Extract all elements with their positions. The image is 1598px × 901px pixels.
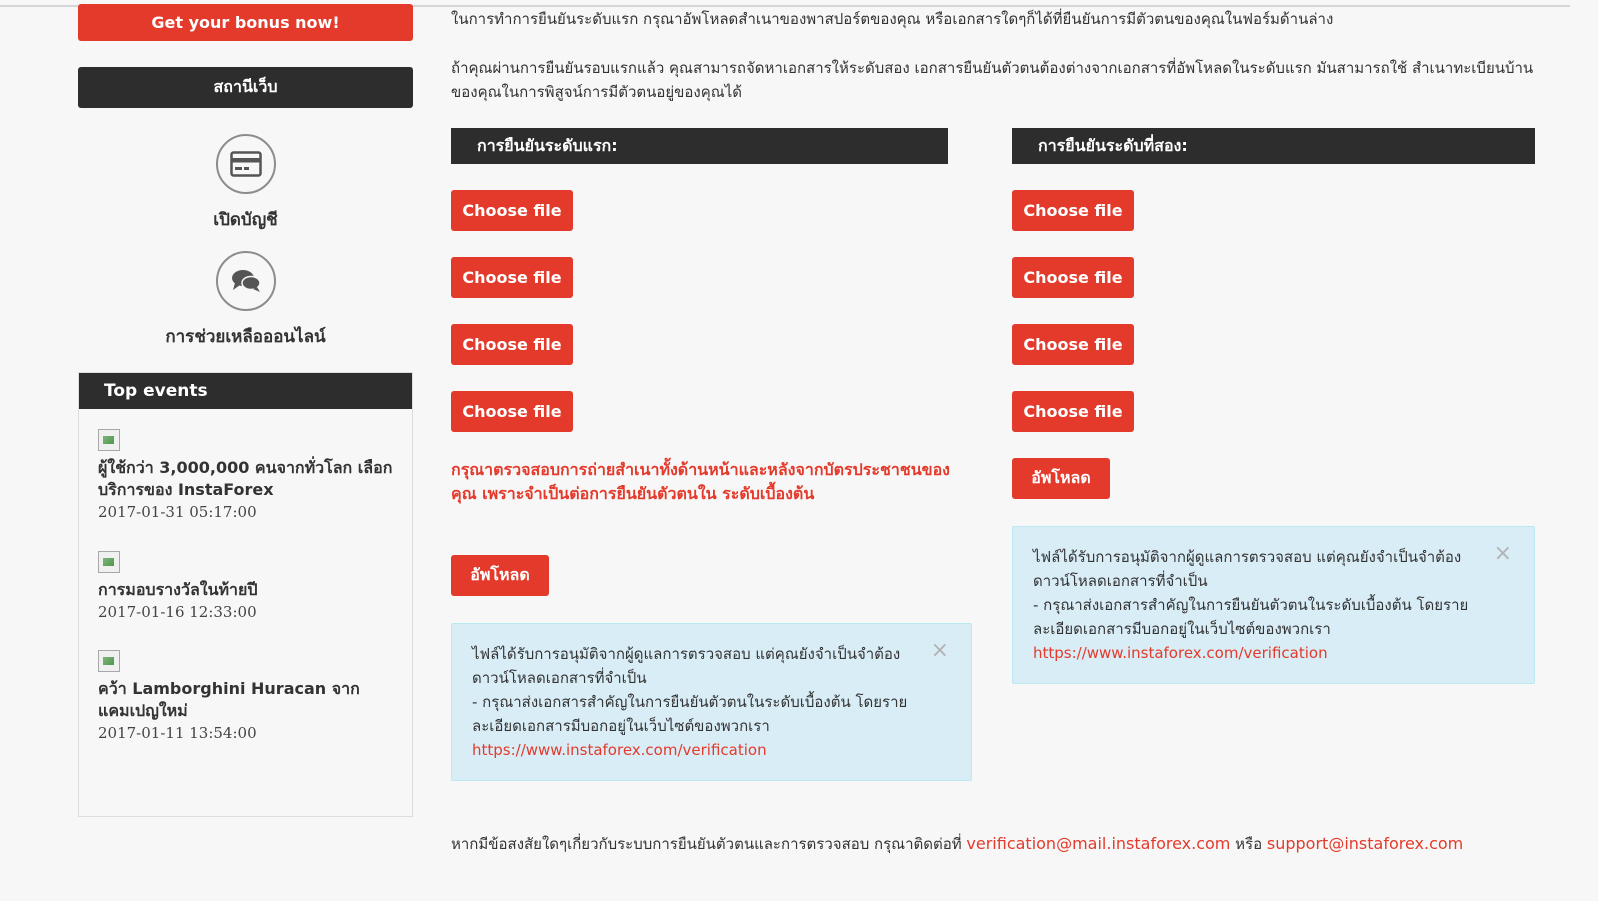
intro-paragraph-2: ถ้าคุณผ่านการยืนยันรอบแรกแล้ว คุณสามารถจัดหาเอกสารให้ระดับสอง เอกสารยืนยันตัวตนต้องต่างจากเอกสารที่อัพโหลดในระดับแรก มันสามารถใช้ สำเนาทะเบียนบ้านของคุณในการพิสูจน์การมีตัวตนอยู่ของคุณได้ [451, 59, 1534, 101]
id-card-warning: กรุณาตรวจสอบการถ่ายสำเนาทั้งด้านหน้าและหลังจากบัตรประชาชนของคุณ เพราะจำเป็นต่อการยืนยันตัวตนใน ระดับเบื้องต้น [451, 460, 950, 503]
online-support-label: การช่วยเหลือออนไลน์ [165, 327, 326, 347]
level1-upload-button[interactable]: อัพโหลด [451, 555, 549, 596]
level1-choose-file-button[interactable]: Choose file [451, 324, 573, 365]
support-email-link[interactable]: support@instaforex.com [1266, 834, 1464, 853]
level2-choose-file-button[interactable]: Choose file [1012, 190, 1134, 231]
event-item[interactable] [98, 429, 398, 521]
chat-bubbles-icon [216, 251, 276, 311]
footer-text: หากมีข้อสงสัยใดๆเกี่ยวกับระบบการยืนยันตัวตนและการตรวจสอบ กรุณาติดต่อที่ [451, 835, 962, 853]
event-title[interactable]: ผู้ใช้กว่า 3,000,000 คนจากทั่วโลก เลือกบริการของ InstaForex [98, 458, 393, 499]
open-account-link[interactable] [78, 134, 413, 233]
level2-header: การยืนยันระดับที่สอง: [1012, 128, 1535, 164]
level2-choose-file-button[interactable]: Choose file [1012, 257, 1134, 298]
level1-info-alert [451, 623, 972, 781]
broken-image-icon [98, 429, 120, 451]
level2-choose-file-button[interactable]: Choose file [1012, 391, 1134, 432]
intro-paragraph-1: ในการทำการยืนยันระดับแรก กรุณาอัพโหลดสำเนาของพาสปอร์ตของคุณ หรือเอกสารใดๆก็ได้ที่ยืนยันการมีตัวตนของคุณในฟอร์มด้านล่าง [451, 10, 1334, 28]
top-events-panel [78, 372, 413, 817]
event-date: 2017-01-16 12:33:00 [98, 603, 257, 621]
event-date: 2017-01-31 05:17:00 [98, 503, 257, 521]
broken-image-icon [98, 650, 120, 672]
contact-footer [451, 832, 1551, 856]
event-title[interactable]: การมอบรางวัลในท้ายปี [98, 580, 258, 599]
verification-link[interactable]: https://www.instaforex.com/verification [1033, 644, 1328, 662]
level1-choose-file-button[interactable]: Choose file [451, 257, 573, 298]
level1-header: การยืนยันระดับแรก: [451, 128, 948, 164]
event-date: 2017-01-11 13:54:00 [98, 724, 257, 742]
top-events-header: Top events [79, 373, 412, 409]
level2-choose-file-button[interactable]: Choose file [1012, 324, 1134, 365]
event-title[interactable]: คว้า Lamborghini Huracan จาก แคมเปญใหม่ [98, 679, 360, 720]
event-item[interactable] [98, 551, 398, 621]
level1-choose-file-button[interactable]: Choose file [451, 391, 573, 432]
verification-link[interactable]: https://www.instaforex.com/verification [472, 741, 767, 759]
credit-card-icon [216, 134, 276, 194]
close-icon[interactable]: × [930, 638, 949, 663]
broken-image-icon [98, 551, 120, 573]
footer-or: หรือ [1235, 835, 1263, 853]
level2-info-alert [1012, 526, 1535, 684]
alert-message: ไฟล์ได้รับการอนุมัติจากผู้ดูแลการตรวจสอบ แต่คุณยังจำเป็นจำต้องดาวน์โหลดเอกสารที่จำเป็น [472, 645, 901, 687]
open-account-label: เปิดบัญชี [213, 210, 278, 230]
web-station-header: สถานีเว็บ [78, 67, 413, 108]
close-icon[interactable]: × [1493, 541, 1512, 566]
verification-email-link[interactable]: verification@mail.instaforex.com [966, 834, 1231, 853]
level1-choose-file-button[interactable]: Choose file [451, 190, 573, 231]
event-item[interactable] [98, 650, 398, 742]
alert-instruction: - กรุณาส่งเอกสารสำคัญในการยืนยันตัวตนในระดับเบื้องต้น โดยรายละเอียดเอกสารมีบอกอยู่ในเว็บไซต์ของพวกเรา [472, 693, 908, 735]
alert-instruction: - กรุณาส่งเอกสารสำคัญในการยืนยันตัวตนในระดับเบื้องต้น โดยรายละเอียดเอกสารมีบอกอยู่ในเว็บไซต์ของพวกเรา [1033, 596, 1469, 638]
online-support-link[interactable] [78, 251, 413, 350]
bonus-button[interactable]: Get your bonus now! [78, 4, 413, 41]
level2-upload-button[interactable]: อัพโหลด [1012, 458, 1110, 499]
alert-message: ไฟล์ได้รับการอนุมัติจากผู้ดูแลการตรวจสอบ แต่คุณยังจำเป็นจำต้องดาวน์โหลดเอกสารที่จำเป็น [1033, 548, 1462, 590]
